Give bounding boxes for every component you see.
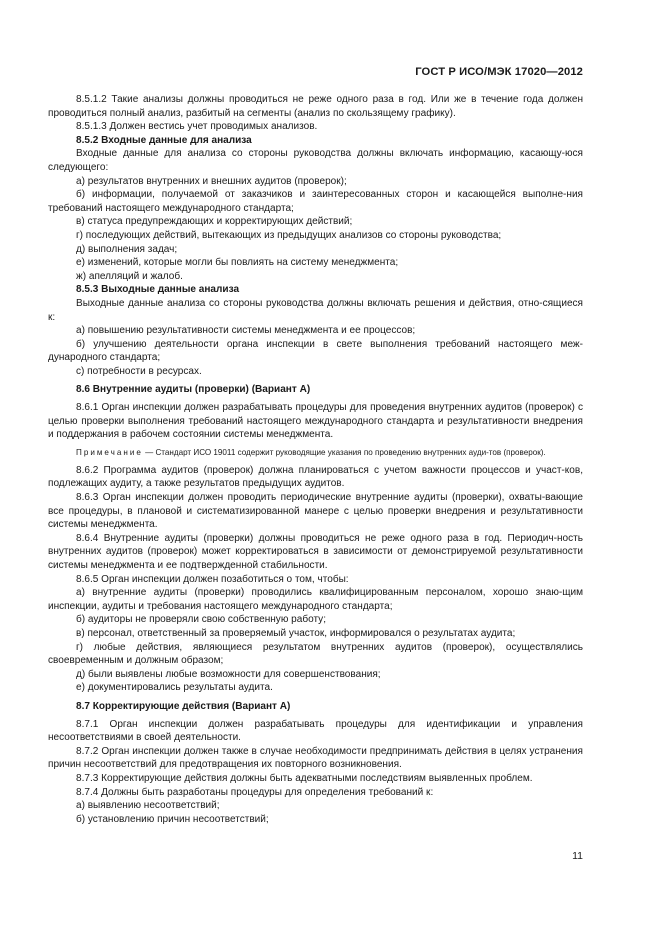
list-item: е) изменений, которые могли бы повлиять на систему менеджмента; bbox=[76, 257, 399, 269]
body-paragraph: 8.7.1 Орган инспекции должен разрабатывать процедуры для идентификации и управления несоответствиями в своей деятельности. bbox=[48, 718, 583, 744]
list-item: в) персонал, ответственный за проверяемый участок, информировался о результатах аудита; bbox=[76, 627, 516, 639]
body-paragraph: 8.7.3 Корректирующие действия должны быть адекватными последствиям выявленных проблем. bbox=[76, 772, 533, 784]
body-paragraph: б) информации, получаемой от заказчиков и заинтересованных сторон и касающейся выполне-ния требований настоящего международного стандарта; bbox=[48, 189, 583, 214]
list-item: в) статуса предупреждающих и корректирующих действий; bbox=[76, 216, 353, 228]
list-item: а) результатов внутренних и внешних аудитов (проверок); bbox=[76, 175, 347, 187]
list-item: с) потребности в ресурсах. bbox=[76, 365, 202, 377]
list-item: д) выполнения задач; bbox=[76, 243, 178, 255]
body-paragraph: 8.5.1.3 Должен вестись учет проводимых анализов. bbox=[76, 121, 318, 133]
note-label: Примечание bbox=[76, 447, 143, 457]
section-heading: 8.7 Корректирующие действия (Вариант А) bbox=[76, 700, 291, 712]
body-paragraph: а) внутренние аудиты (проверки) проводились квалифицированным персоналом, хорошо знаю-щим инспекции, аудиты и требования настоящего международного стандарта; bbox=[48, 587, 583, 612]
body-paragraph: 8.5.1.2 Такие анализы должны проводиться не реже одного раза в год. Или же в течение года должен проводиться полный анализ, разбитый на сегменты (анализ по скользящему графику). bbox=[48, 94, 583, 119]
list-item: д) были выявлены любые возможности для совершенствования; bbox=[76, 668, 381, 680]
note-text: — Стандарт ИСО 19011 содержит руководящие указания по проведению внутренних ауди-тов (проверок). bbox=[142, 447, 546, 457]
note-paragraph bbox=[48, 447, 583, 459]
list-item: б) аудиторы не проверяли свою собственную работу; bbox=[76, 614, 326, 626]
list-item: ж) апелляций и жалоб. bbox=[76, 270, 183, 282]
section-heading: 8.6 Внутренние аудиты (проверки) (Вариант А) bbox=[76, 384, 311, 396]
list-item: б) установлению причин несоответствий; bbox=[76, 813, 269, 825]
section-heading: 8.5.3 Выходные данные анализа bbox=[76, 284, 240, 296]
page-number: 11 bbox=[572, 850, 583, 862]
body-paragraph: б) улучшению деятельности органа инспекции в свете выполнения требований настоящего меж-дународного стандарта; bbox=[48, 338, 583, 364]
standard-header: ГОСТ Р ИСО/МЭК 17020—2012 bbox=[415, 66, 583, 78]
list-item: а) выявлению несоответствий; bbox=[76, 800, 220, 812]
body-paragraph: 8.6.5 Орган инспекции должен позаботиться о том, чтобы: bbox=[76, 573, 349, 585]
body-paragraph: г) любые действия, являющиеся результатом внутренних аудитов (проверок), осуществлялись своевременным и должным образом; bbox=[48, 641, 583, 667]
document-body bbox=[48, 93, 583, 826]
body-paragraph: 8.6.1 Орган инспекции должен разрабатывать процедуры для проведения внутренних аудитов (проверок) с целью проверки выполнения требований настоящего международного стандарта и результативности внедрения и поддержания в рабочем состоянии системы менеджмента. bbox=[48, 402, 583, 441]
body-paragraph: 8.6.3 Орган инспекции должен проводить периодические внутренние аудиты (проверки), охваты-вающие все процедуры, в плановой и систематизированной манере с целью проверки внедрения и результативности системы менеджмента. bbox=[48, 492, 583, 531]
list-item: е) документировались результаты аудита. bbox=[76, 682, 273, 694]
section-heading: 8.5.2 Входные данные для анализа bbox=[76, 134, 252, 146]
body-paragraph: 8.6.2 Программа аудитов (проверок) должна планироваться с учетом важности процессов и участ-ков, подлежащих аудиту, а также результатов предыдущих аудитов. bbox=[48, 464, 583, 490]
body-paragraph: Входные данные для анализа со стороны руководства должны включать информацию, касающу-юся следующего: bbox=[48, 148, 583, 173]
body-paragraph: 8.6.4 Внутренние аудиты (проверки) должны проводиться не реже одного раза в год. Периодич-ность внутренних аудитов (проверок) может корректироваться в зависимости от демонстрируемой результативности системы менеджмента и ее подтвержденной стабильности. bbox=[48, 532, 583, 571]
list-item: а) повышению результативности системы менеджмента и ее процессов; bbox=[76, 325, 416, 337]
body-paragraph: Выходные данные анализа со стороны руководства должны включать решения и действия, отно-сящиеся к: bbox=[48, 297, 583, 323]
body-paragraph: 8.7.2 Орган инспекции должен также в случае необходимости предпринимать действия в целях устранения причин несоответствий для предотвращения их повторного возникновения. bbox=[48, 745, 583, 771]
body-paragraph: 8.7.4 Должны быть разработаны процедуры для определения требований к: bbox=[76, 786, 434, 798]
list-item: г) последующих действий, вытекающих из предыдущих анализов со стороны руководства; bbox=[76, 229, 502, 241]
